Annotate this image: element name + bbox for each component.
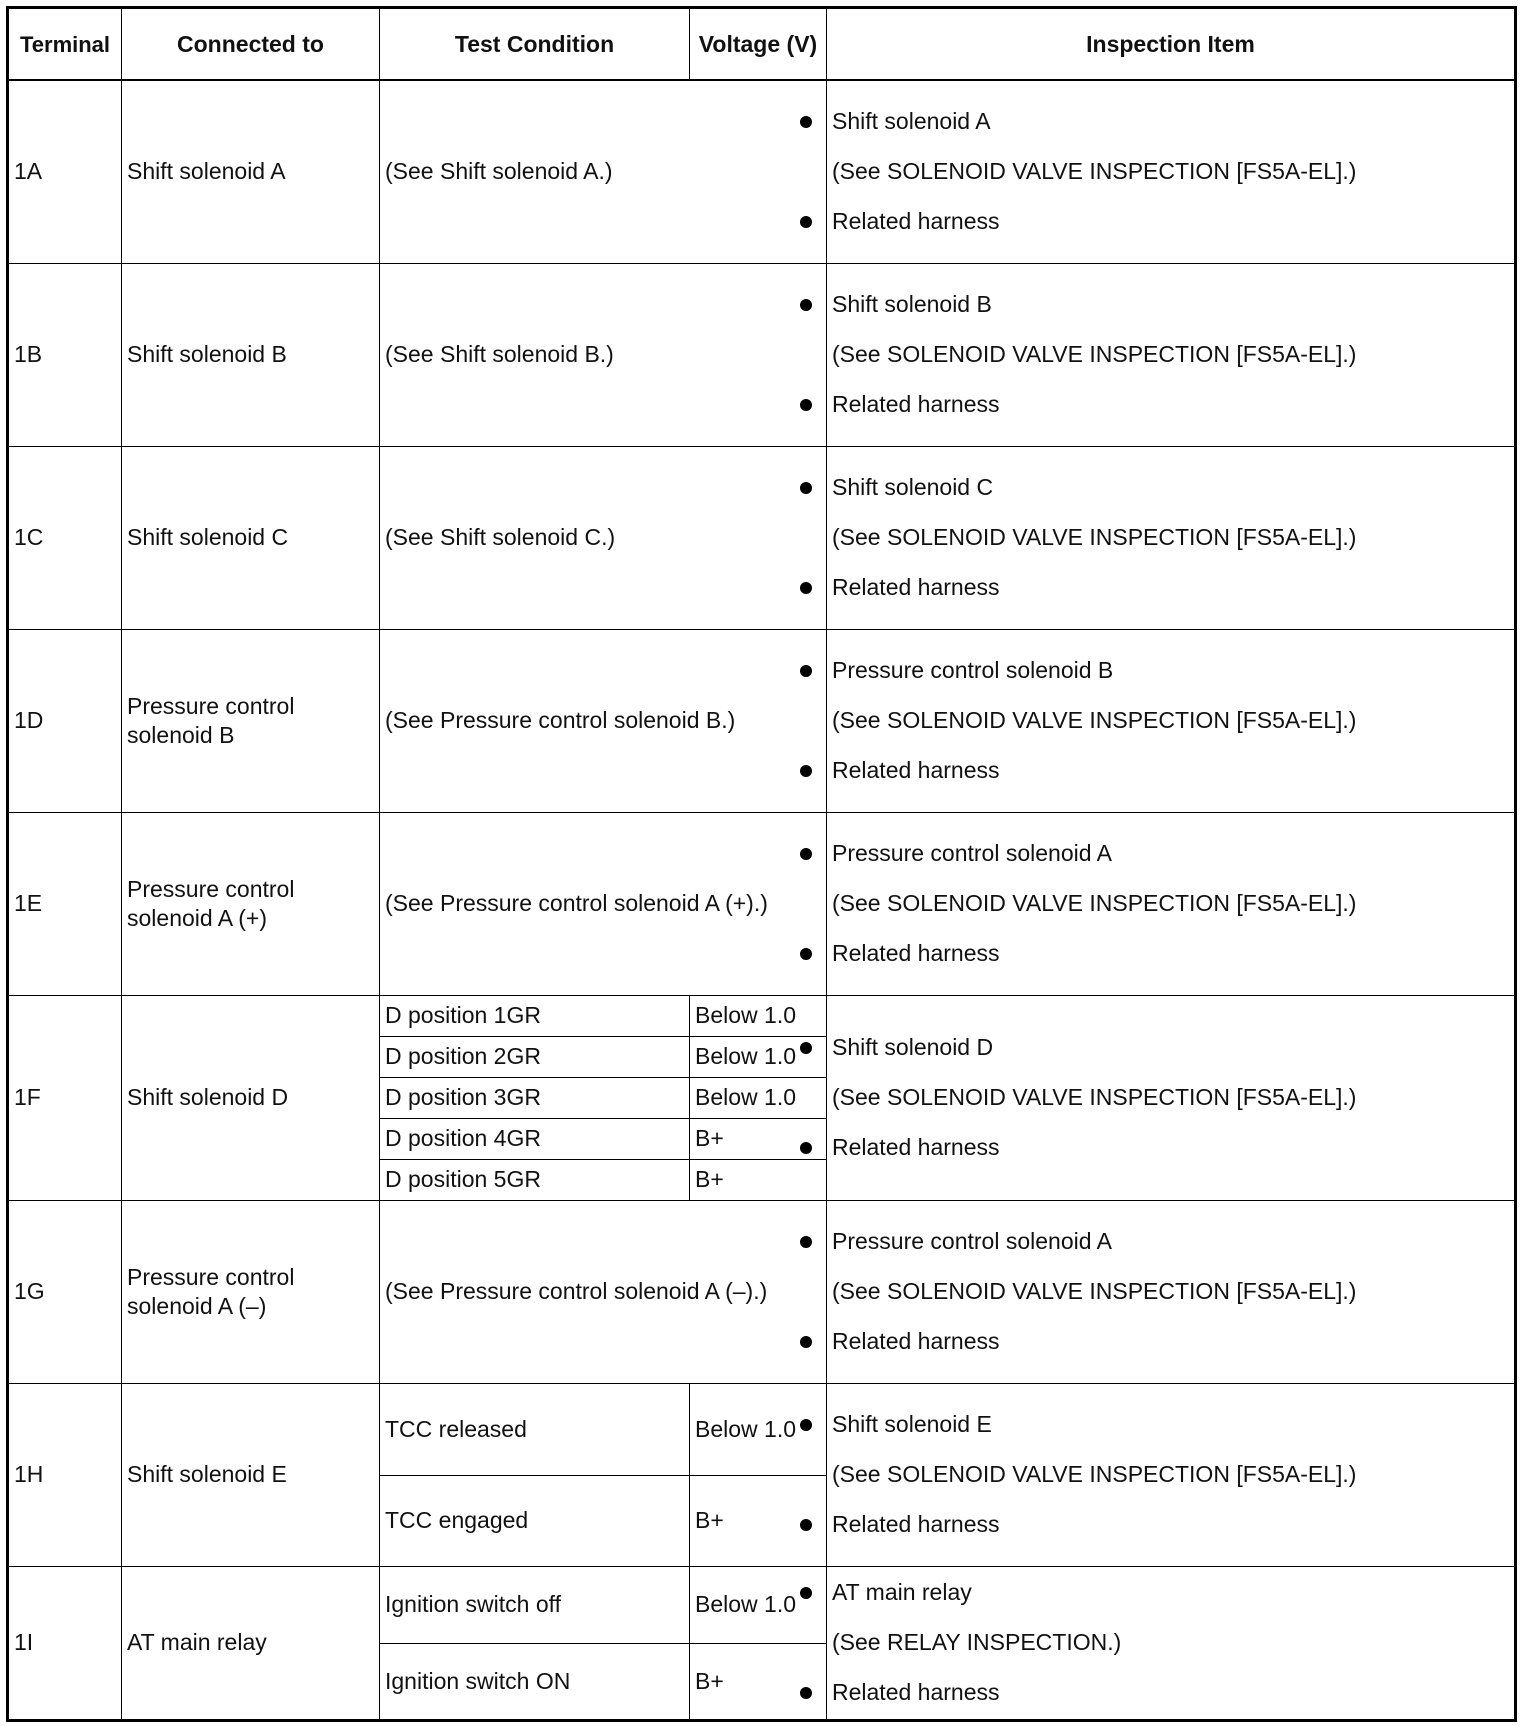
inspection-harness: Related harness	[832, 1678, 1509, 1707]
voltage-cell: Below 1.0	[690, 1077, 827, 1118]
voltage-cell: Below 1.0	[690, 1566, 827, 1643]
inspection-reference: (See SOLENOID VALVE INSPECTION [FS5A-EL].)	[832, 1461, 1357, 1487]
terminal-cell: 1I	[8, 1566, 122, 1720]
inspection-harness: Related harness	[832, 573, 1509, 602]
inspection-item: Shift solenoid A	[832, 107, 1509, 136]
voltage-cell: Below 1.0	[690, 1383, 827, 1475]
page	[6, 6, 1517, 1722]
bullet-icon	[800, 399, 812, 411]
connected-to-cell: Shift solenoid C	[122, 446, 380, 629]
condition-cell: TCC engaged	[380, 1475, 690, 1566]
bullet-icon	[800, 1587, 812, 1599]
inspection-reference: (See SOLENOID VALVE INSPECTION [FS5A-EL].)	[832, 158, 1357, 185]
inspection-reference: (See SOLENOID VALVE INSPECTION [FS5A-EL].)	[832, 707, 1357, 733]
voltage-cell: B+	[690, 1159, 827, 1200]
inspection-harness: Related harness	[832, 939, 1509, 968]
terminal-cell: 1A	[8, 80, 122, 263]
bullet-icon	[800, 1687, 812, 1699]
table-row	[8, 1383, 1516, 1475]
bullet-icon	[800, 1519, 812, 1531]
condition-cell: D position 4GR	[380, 1118, 690, 1159]
bullet-icon	[800, 482, 812, 494]
connected-to-cell: Pressure control solenoid B	[122, 629, 380, 812]
terminal-cell: 1G	[8, 1200, 122, 1383]
header-voltage: Voltage (V)	[690, 8, 827, 81]
bullet-icon	[800, 1419, 812, 1431]
condition-cell: D position 3GR	[380, 1077, 690, 1118]
table-row	[8, 80, 1516, 263]
table-row	[8, 1200, 1516, 1383]
header-test-condition: Test Condition	[380, 8, 690, 81]
inspection-harness: Related harness	[832, 1133, 1509, 1162]
table-row	[8, 1566, 1516, 1643]
inspection-cell	[827, 1383, 1516, 1566]
table-row	[8, 446, 1516, 629]
inspection-item: Pressure control solenoid A	[832, 1227, 1509, 1256]
condition-cell: D position 2GR	[380, 1036, 690, 1077]
inspection-harness: Related harness	[832, 207, 1509, 236]
inspection-item: Shift solenoid C	[832, 473, 1509, 502]
inspection-cell	[827, 263, 1516, 446]
header-inspection-item: Inspection Item	[827, 8, 1516, 81]
inspection-harness: Related harness	[832, 1510, 1509, 1539]
inspection-cell	[827, 80, 1516, 263]
voltage-cell: B+	[690, 1643, 827, 1720]
terminal-cell: 1F	[8, 995, 122, 1200]
inspection-cell	[827, 446, 1516, 629]
bullet-icon	[800, 1336, 812, 1348]
test-condition-cell: (See Pressure control solenoid A (+).)	[380, 812, 827, 995]
inspection-cell	[827, 1200, 1516, 1383]
test-condition-cell: (See Shift solenoid B.)	[380, 263, 827, 446]
inspection-item: Pressure control solenoid A	[832, 839, 1509, 868]
inspection-cell	[827, 995, 1516, 1200]
inspection-harness: Related harness	[832, 1327, 1509, 1356]
test-condition-cell: (See Pressure control solenoid A (–).)	[380, 1200, 827, 1383]
terminal-cell: 1H	[8, 1383, 122, 1566]
inspection-reference: (See RELAY INSPECTION.)	[832, 1629, 1122, 1655]
connected-to-cell: AT main relay	[122, 1566, 380, 1720]
inspection-reference: (See SOLENOID VALVE INSPECTION [FS5A-EL].)	[832, 1278, 1357, 1304]
table-row	[8, 629, 1516, 812]
test-condition-cell: (See Pressure control solenoid B.)	[380, 629, 827, 812]
connected-to-cell: Shift solenoid E	[122, 1383, 380, 1566]
bullet-icon	[800, 665, 812, 677]
condition-cell: Ignition switch ON	[380, 1643, 690, 1720]
table-row	[8, 812, 1516, 995]
connected-to-cell: Pressure control solenoid A (+)	[122, 812, 380, 995]
inspection-item: Pressure control solenoid B	[832, 656, 1509, 685]
inspection-cell	[827, 812, 1516, 995]
inspection-reference: (See SOLENOID VALVE INSPECTION [FS5A-EL].)	[832, 524, 1357, 550]
header-connected-to: Connected to	[122, 8, 380, 81]
test-condition-cell: (See Shift solenoid C.)	[380, 446, 827, 629]
inspection-reference: (See SOLENOID VALVE INSPECTION [FS5A-EL].)	[832, 890, 1357, 916]
bullet-icon	[800, 1042, 812, 1054]
voltage-cell: B+	[690, 1118, 827, 1159]
header-row	[8, 8, 1516, 81]
bullet-icon	[800, 848, 812, 860]
table-row	[8, 263, 1516, 446]
connected-to-cell: Shift solenoid A	[122, 80, 380, 263]
terminal-cell: 1D	[8, 629, 122, 812]
condition-cell: D position 1GR	[380, 995, 690, 1036]
table-row	[8, 995, 1516, 1036]
inspection-harness: Related harness	[832, 756, 1509, 785]
voltage-cell: Below 1.0	[690, 995, 827, 1036]
bullet-icon	[800, 1236, 812, 1248]
inspection-reference: (See SOLENOID VALVE INSPECTION [FS5A-EL].)	[832, 1084, 1357, 1110]
inspection-item: Shift solenoid E	[832, 1410, 1509, 1439]
inspection-cell	[827, 1566, 1516, 1720]
header-terminal: Terminal	[8, 8, 122, 81]
connected-to-cell: Pressure control solenoid A (–)	[122, 1200, 380, 1383]
inspection-reference: (See SOLENOID VALVE INSPECTION [FS5A-EL].)	[832, 341, 1357, 367]
inspection-item: Shift solenoid B	[832, 290, 1509, 319]
test-condition-cell: (See Shift solenoid A.)	[380, 80, 827, 263]
condition-cell: TCC released	[380, 1383, 690, 1475]
bullet-icon	[800, 299, 812, 311]
bullet-icon	[800, 582, 812, 594]
inspection-item: AT main relay	[832, 1578, 1509, 1607]
bullet-icon	[800, 1142, 812, 1154]
inspection-cell	[827, 629, 1516, 812]
terminal-cell: 1B	[8, 263, 122, 446]
terminal-cell: 1C	[8, 446, 122, 629]
connected-to-cell: Shift solenoid D	[122, 995, 380, 1200]
bullet-icon	[800, 765, 812, 777]
condition-cell: D position 5GR	[380, 1159, 690, 1200]
voltage-cell: Below 1.0	[690, 1036, 827, 1077]
bullet-icon	[800, 948, 812, 960]
inspection-item: Shift solenoid D	[832, 1033, 1509, 1062]
voltage-cell: B+	[690, 1475, 827, 1566]
connected-to-cell: Shift solenoid B	[122, 263, 380, 446]
terminal-cell: 1E	[8, 812, 122, 995]
terminal-voltage-table	[6, 6, 1517, 1722]
inspection-harness: Related harness	[832, 390, 1509, 419]
condition-cell: Ignition switch off	[380, 1566, 690, 1643]
